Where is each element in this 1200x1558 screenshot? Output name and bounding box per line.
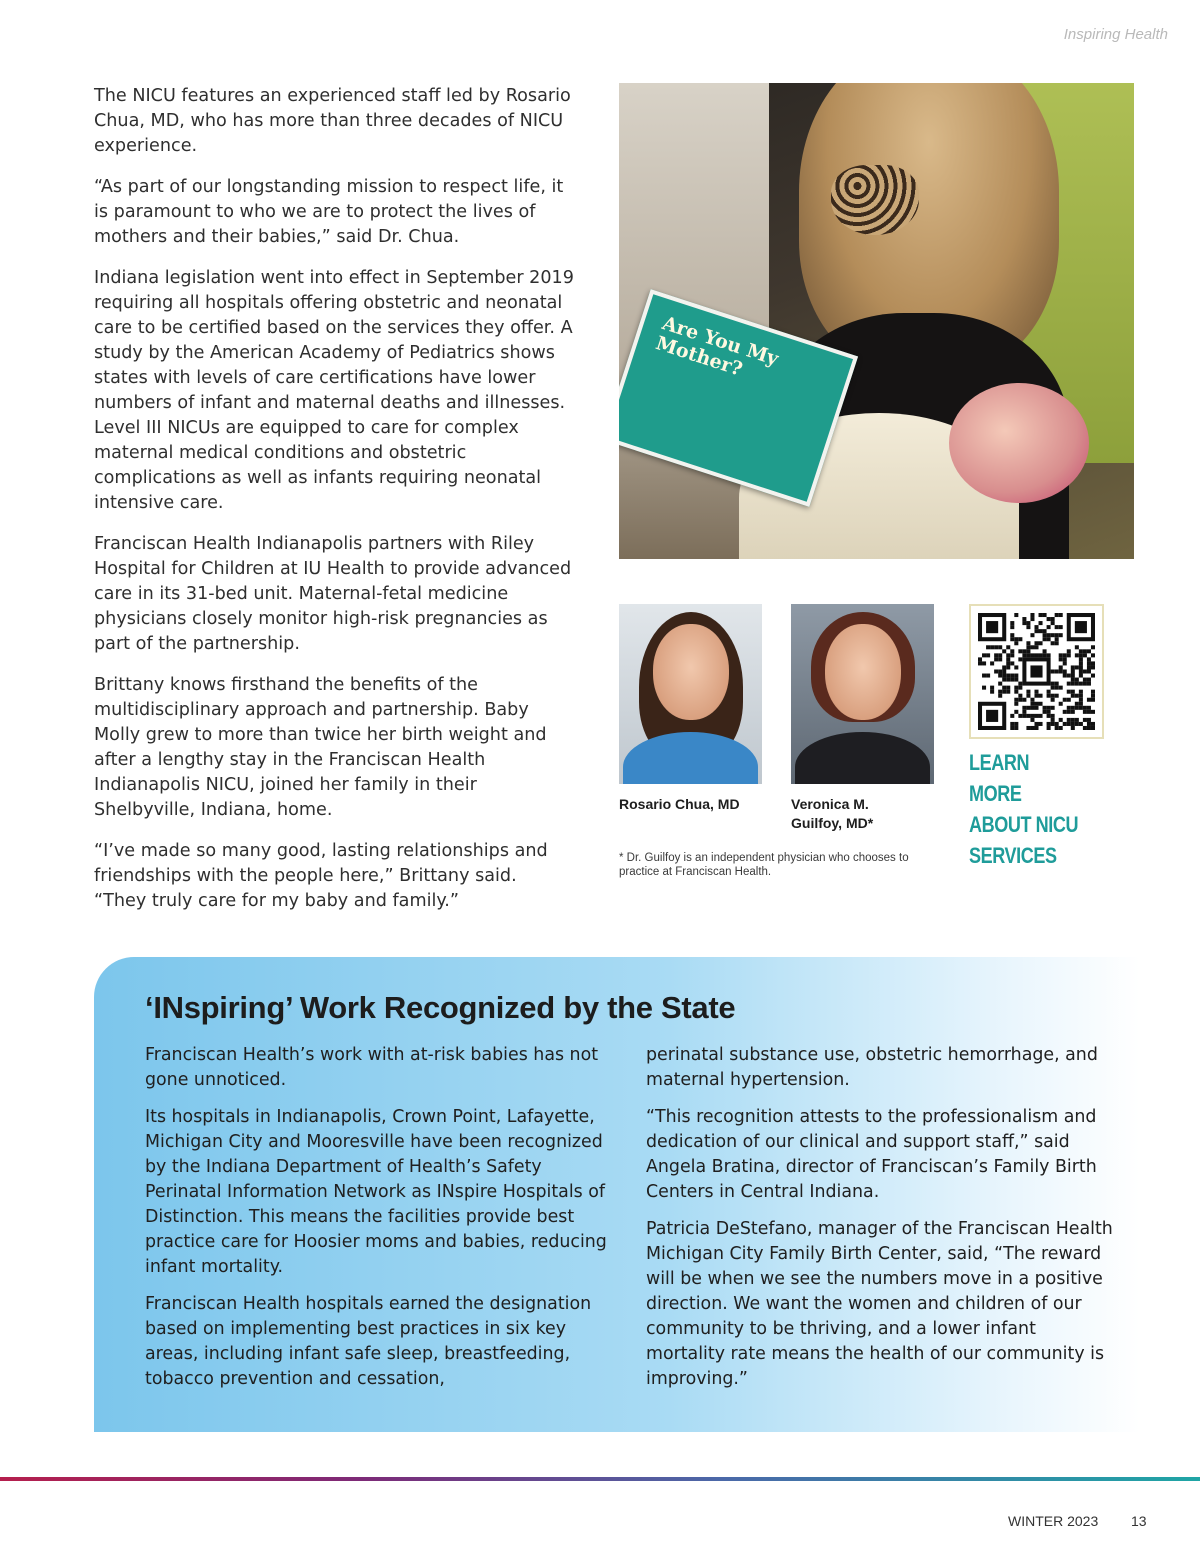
portrait-shoulders	[623, 732, 758, 784]
callout-paragraph: Patricia DeStefano, manager of the Franciscan Health Michigan City Family Birth Center, said, “The reward will be when we see the numbers move in a positive direction. We want the women and children of our community to be thriving, and a lower infant mortality rate means the health of our community is improving.”	[646, 1219, 1113, 1389]
article-paragraph: The NICU features an experienced staff led by Rosario Chua, MD, who has more than three decades of NICU experience.	[94, 86, 571, 156]
caption-chua: Rosario Chua, MD	[619, 796, 740, 812]
article-paragraph: Indiana legislation went into effect in September 2019 requiring all hospitals offering obstetric and neonatal care to be certified based on the services they offer. A study by the American Academy of Pediatrics shows states with levels of care certifications have lower numbers of infant and maternal deaths and illnesses. Level III NICUs are equipped to care for complex maternal medical conditions and obstetric complications as well as infants requiring neonatal intensive care.	[94, 268, 574, 513]
qr-code-icon	[978, 613, 1095, 730]
photo-baby	[949, 383, 1089, 503]
portrait-face	[653, 624, 729, 720]
photo-mask	[831, 165, 919, 235]
issue-label: WINTER 2023	[1008, 1513, 1099, 1529]
article-paragraph: “I’ve made so many good, lasting relationships and friendships with the people here,” Brittany said. “They truly care for my baby and family.”	[94, 841, 548, 911]
footer-rule	[0, 1477, 1200, 1481]
footnote: * Dr. Guilfoy is an independent physician who chooses to practice at Franciscan Health.	[619, 852, 909, 878]
article-paragraph: Brittany knows firsthand the benefits of the multidisciplinary approach and partnership. Baby Molly grew to more than twice her birth weight and after a lengthy stay in the Franciscan Health Indianapolis NICU, joined her family in their Shelbyville, Indiana, home.	[94, 675, 547, 820]
caption-guilfoy: Veronica M. Guilfoy, MD*	[791, 796, 874, 831]
callout-column-2	[646, 1043, 1116, 1404]
callout-paragraph: Franciscan Health hospitals earned the designation based on implementing best practices in six key areas, including infant safe sleep, breastfeeding, tobacco prevention and cessation,	[145, 1294, 592, 1389]
portrait-rosario-chua	[619, 604, 762, 784]
page-number: 13	[1131, 1513, 1147, 1529]
running-head: Inspiring Health	[1063, 26, 1168, 43]
callout-paragraph: Its hospitals in Indianapolis, Crown Point, Lafayette, Michigan City and Mooresville have been recognized by the Indiana Department of Health’s Safety Perinatal Information Network as INspire Hospitals of Distinction. This means the facilities provide best practice care for Hoosier moms and babies, reducing infant mortality.	[145, 1107, 607, 1277]
hero-photo-mother-reading	[619, 83, 1134, 559]
portrait-veronica-guilfoy	[791, 604, 934, 784]
callout-title: ‘INspiring’ Work Recognized by the State	[145, 990, 736, 1025]
portrait-shoulders	[795, 732, 930, 784]
portrait-face	[825, 624, 901, 720]
callout-paragraph: Franciscan Health’s work with at-risk babies has not gone unnoticed.	[145, 1045, 599, 1090]
article-paragraph: Franciscan Health Indianapolis partners with Riley Hospital for Children at IU Health to provide advanced care in its 31-bed unit. Maternal-fetal medicine physicians closely monitor high-risk pregnancies as part of the partnership.	[94, 534, 572, 654]
article-body	[94, 84, 574, 930]
callout-paragraph: “This recognition attests to the professionalism and dedication of our clinical and support staff,” said Angela Bratina, director of Franciscan’s Family Birth Centers in Central Indiana.	[646, 1107, 1097, 1202]
qr-code[interactable]	[969, 604, 1104, 739]
book-title: Are You My Mother?	[653, 312, 782, 381]
article-paragraph: “As part of our longstanding mission to respect life, it is paramount to who we are to protect the lives of mothers and their babies,” said Dr. Chua.	[94, 177, 564, 247]
callout-paragraph: perinatal substance use, obstetric hemorrhage, and maternal hypertension.	[646, 1045, 1098, 1090]
learn-more-link[interactable]: LEARN MORE ABOUT NICU SERVICES	[969, 750, 1079, 868]
callout-column-1	[145, 1043, 615, 1404]
